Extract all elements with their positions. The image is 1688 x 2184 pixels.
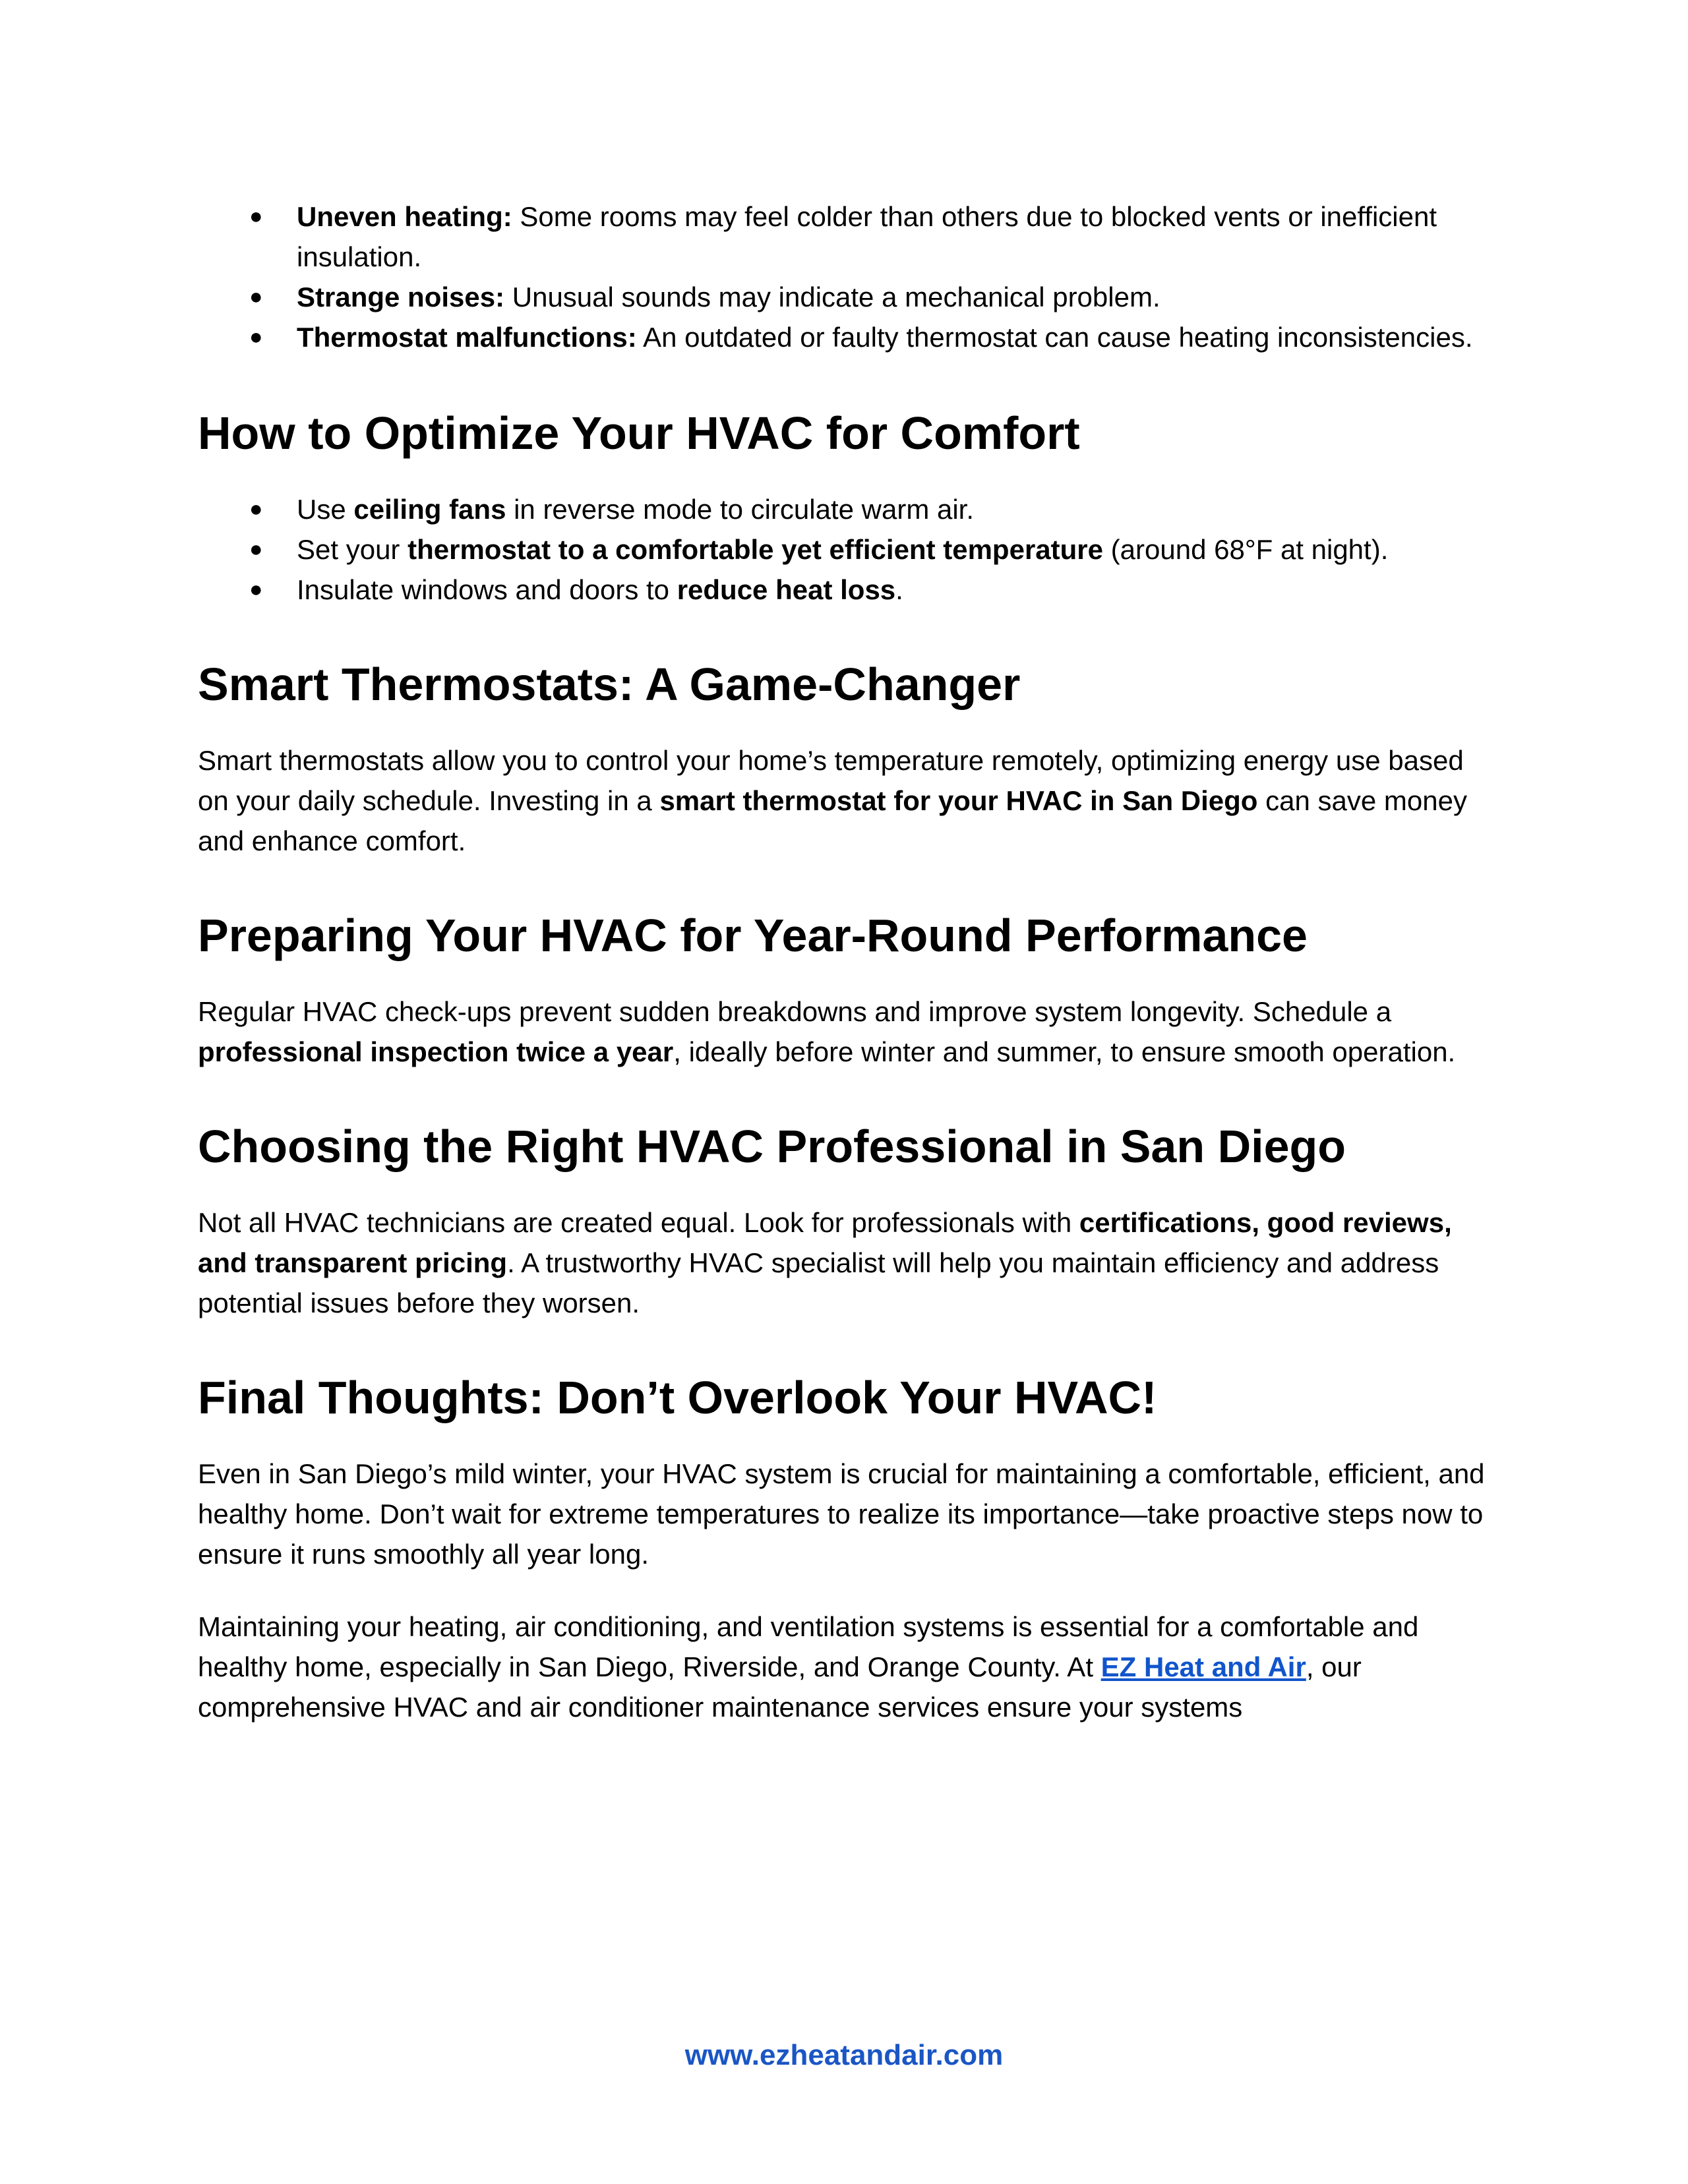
- list-item: ● Uneven heating: Some rooms may feel colder than others due to blocked vents or inefficient insulation.: [198, 196, 1490, 277]
- list-item: ● Use ceiling fans in reverse mode to circulate warm air.: [198, 489, 1490, 529]
- section-heading-optimize: How to Optimize Your HVAC for Comfort: [198, 407, 1080, 459]
- list-item: ● Strange noises: Unusual sounds may indicate a mechanical problem.: [198, 277, 1490, 317]
- list-item: ● Set your thermostat to a comfortable yet efficient temperature (around 68°F at night).: [198, 529, 1490, 570]
- section-heading-final: Final Thoughts: Don’t Overlook Your HVAC!: [198, 1372, 1157, 1423]
- preparing-paragraph: Regular HVAC check-ups prevent sudden breakdowns and improve system longevity. Schedule a professional inspection twice a year, ideally before winter and summer, to ensure smooth operation.: [198, 996, 1456, 1067]
- bullet-icon: ●: [249, 577, 263, 602]
- final-paragraph-1: Even in San Diego’s mild winter, your HVAC system is crucial for maintaining a comfortable, efficient, and healthy home. Don’t wait for extreme temperatures to realize its importance—take proactive steps now to ensure it runs smoothly all year long.: [198, 1458, 1485, 1570]
- ez-heat-and-air-link[interactable]: EZ Heat and Air: [1100, 1651, 1306, 1682]
- choosing-paragraph: Not all HVAC technicians are created equal. Look for professionals with certifications, good reviews, and transparent pricing. A trustworthy HVAC specialist will help you maintain efficiency and address potential issues before they worsen.: [198, 1207, 1452, 1318]
- optimize-list: [198, 489, 1490, 610]
- document-page: [198, 191, 1490, 1727]
- issues-list: [198, 196, 1490, 357]
- smart-paragraph: Smart thermostats allow you to control your home’s temperature remotely, optimizing energy use based on your daily schedule. Investing in a smart thermostat for your HVAC in San Diego can save money and enhance comfort.: [198, 745, 1467, 856]
- bullet-icon: ●: [249, 204, 263, 229]
- list-item: ● Insulate windows and doors to reduce heat loss.: [198, 570, 1490, 610]
- bullet-icon: ●: [249, 324, 263, 349]
- bullet-icon: ●: [249, 284, 263, 309]
- bullet-icon: ●: [249, 537, 263, 562]
- list-item: ● Thermostat malfunctions: An outdated or faulty thermostat can cause heating inconsistencies.: [198, 317, 1490, 357]
- section-heading-preparing: Preparing Your HVAC for Year-Round Performance: [198, 910, 1308, 961]
- footer-url: www.ezheatandair.com: [684, 2039, 1004, 2071]
- section-heading-choosing: Choosing the Right HVAC Professional in San Diego: [198, 1121, 1346, 1172]
- final-paragraph-2: Maintaining your heating, air conditioning, and ventilation systems is essential for a comfortable and healthy home, especially in San Diego, Riverside, and Orange County. At EZ Heat and Air, our comprehensive HVAC and air conditioner maintenance services ensure your systems: [198, 1611, 1419, 1723]
- section-heading-smart: Smart Thermostats: A Game-Changer: [198, 659, 1021, 710]
- bullet-icon: ●: [249, 496, 263, 521]
